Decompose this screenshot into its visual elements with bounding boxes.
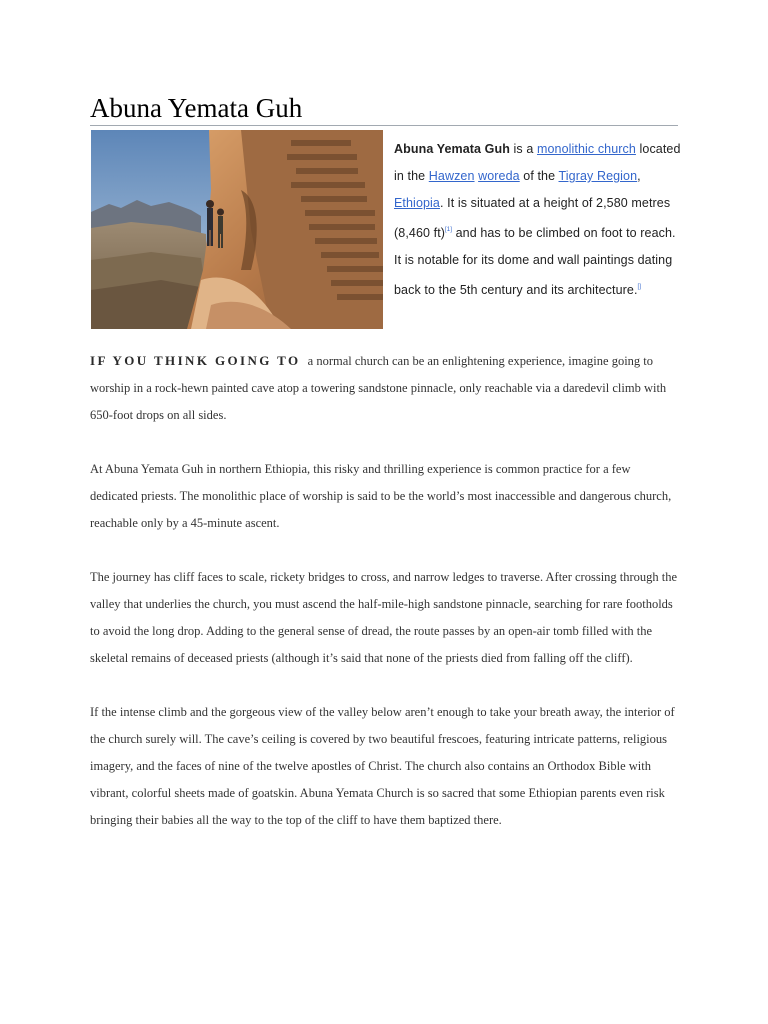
reference-link[interactable]: [] [637,284,642,290]
intro-subject: Abuna Yemata Guh [394,142,510,156]
link-monolithic-church[interactable]: monolithic church [536,142,636,156]
article-body [90,347,680,861]
paragraph-1 [90,347,680,429]
intro-text: located in the [394,142,681,183]
intro-text: is a [509,142,537,156]
intro-text: and has to be climbed on foot to reach. It is notable for its dome and wall paintings dating back to the 5th century and its architecture. [394,226,676,297]
intro-text: , [637,169,641,183]
lead-caps: IF YOU THINK GOING TO [90,353,301,368]
paragraph-2: At Abuna Yemata Guh in northern Ethiopia, this risky and thrilling experience is common practice for a few dedicated priests. The monolithic place of worship is said to be the world’s most inaccessible and dangerous church, reachable only by a 45-minute ascent. [90,462,672,530]
link-ethiopia[interactable]: Ethiopia [394,196,440,210]
intro-text: . It is situated at a height of 2,580 metres (8,460 ft) [394,196,671,240]
link-hawzen[interactable]: Hawzen [428,169,475,183]
intro-text: of the [519,169,559,183]
paragraph-4: If the intense climb and the gorgeous view of the valley below aren’t enough to take your breath away, the interior of the church surely will. The cave’s ceiling is covered by two beautiful frescoes, featuring intricate patterns, religious imagery, and the faces of nine of the twelve apostles of Christ. The church also contains an Orthodox Bible with vibrant, colorful sheets made of goatskin. Abuna Yemata Church is so sacred that some Ethiopian parents even risk bringing their babies all the way to the top of the cliff to have them baptized there. [90,705,675,827]
reference-link[interactable]: [1] [445,227,453,233]
link-woreda[interactable]: woreda [478,169,520,183]
cliff-church-photo [91,130,383,329]
paragraph-text: a normal church can be an enlightening experience, imagine going to worship in a rock-hewn painted cave atop a towering sandstone pinnacle, only reachable via a daredevil climb with 650-foot drops on all sides. [90,354,667,422]
page-title: Abuna Yemata Guh [90,92,678,126]
paragraph-3: The journey has cliff faces to scale, rickety bridges to cross, and narrow ledges to traverse. After crossing through the valley that underlies the church, you must ascend the half-mile-high sandstone pinnacle, searching for rare footholds to avoid the long drop. Adding to the general sense of dread, the route passes by an open-air tomb filled with the skeletal remains of deceased priests (although it’s said that none of the priests died from falling off the cliff). [90,570,678,665]
intro-paragraph [394,136,684,304]
link-tigray-region[interactable]: Tigray Region [558,169,638,183]
